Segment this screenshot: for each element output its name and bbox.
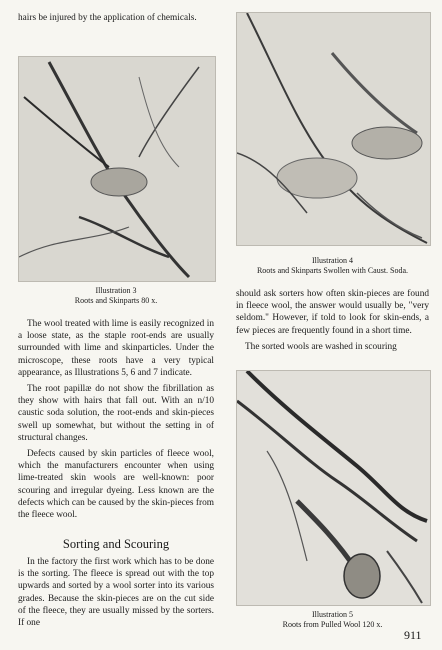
left-bottom-text xyxy=(18,556,214,633)
paragraph: The wool treated with lime is easily recognized in a loose state, as the staple root-ends are usually surrounded with lime and skinparticles. Under the microscope, these roots have a very typical appearance, as Illustrations 5, 6 and 7 indicate. xyxy=(18,319,214,378)
illustration-5-photo xyxy=(236,370,431,606)
illustration-5-caption: Illustration 5 Roots from Pulled Wool 120 x. xyxy=(282,610,383,629)
paragraph: Defects caused by skin particles of fleece wool, which the manufacturers encounter when using lime-treated skin wools are well-known: poor scouring and irregular dyeing. Less known are the defects which can be caused by the skin-pieces from the fleece wool. xyxy=(18,449,214,521)
paragraph: The root papillæ do not show the fibrillation as they show with hairs that fall out. With an n/10 caustic soda solution, the root-ends and skin-pieces swell up somewhat, but without the setting in of structural changes. xyxy=(18,384,214,443)
left-top-text: hairs be injured by the application of chemicals. xyxy=(18,13,197,23)
illustration-3-caption: Illustration 3 Roots and Skinparts 80 x. xyxy=(74,286,158,305)
paragraph: The sorted wools are washed in scouring xyxy=(245,341,397,352)
right-body-text xyxy=(236,288,429,357)
left-body-text xyxy=(18,318,214,525)
illustration-4-caption: Illustration 4 Roots and Skinparts Swollen with Caust. Soda. xyxy=(256,256,409,275)
section-heading: Sorting and Scouring xyxy=(62,537,170,551)
illustration-3-photo xyxy=(18,56,216,282)
page-number: 911 xyxy=(404,628,422,642)
paragraph: In the factory the first work which has to be done is the sorting. The fleece is spread out with the top upwards and sorted by a wool sorter into its various grades. Because the skin-pieces are on the cut side of the fleece, they are usually missed by the sorters. If one xyxy=(18,557,214,629)
illustration-4-photo xyxy=(236,12,431,246)
paragraph: should ask sorters how often skin-pieces are found in fleece wool, the answer would usually be, "very seldom." However, if told to look for skin-ends, a few pieces are frequently found in a short time. xyxy=(236,289,429,336)
